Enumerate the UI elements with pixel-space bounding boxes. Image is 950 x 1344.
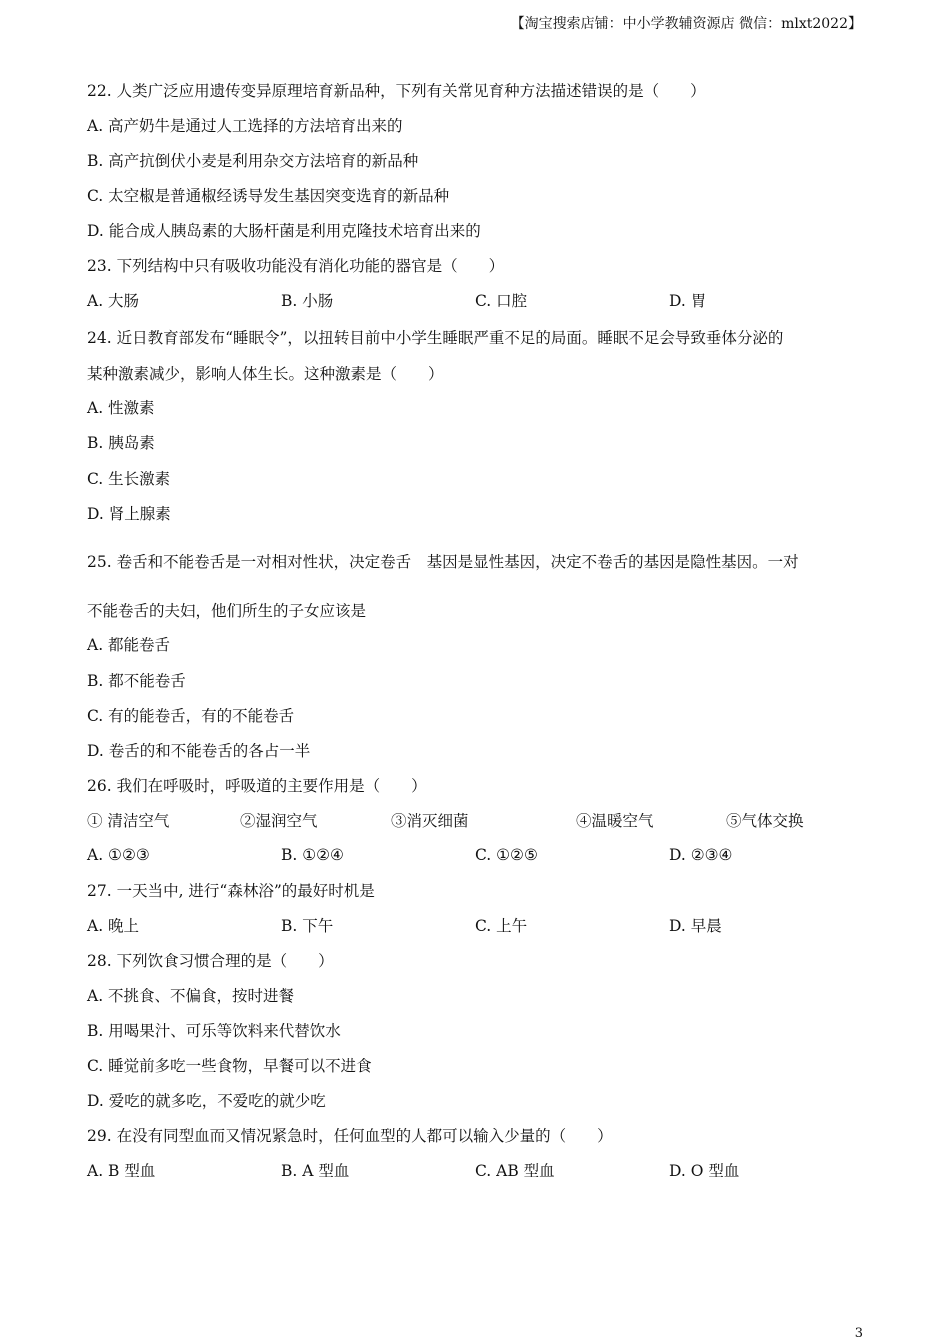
question-23-option-d: D. 胃 [669,292,707,310]
question-25-option-b: B. 都不能卷舌 [87,672,186,690]
question-23-stem: 23. 下列结构中只有吸收功能没有消化功能的器官是（ ） [87,257,505,275]
question-27-option-a: A. 晚上 [87,917,140,935]
question-26-option-a: A. ①②③ [87,846,150,864]
question-28-option-d: D. 爱吃的就多吃，不爱吃的就少吃 [87,1092,326,1110]
question-27-option-d: D. 早晨 [669,917,722,935]
question-28-option-b: B. 用喝果汁、可乐等饮料来代替饮水 [87,1022,341,1040]
question-24-stem-line1: 24. 近日教育部发布“睡眠令”，以扭转目前中小学生睡眠严重不足的局面。睡眠不足会导致垂体分泌的 [87,329,784,347]
question-29-option-d: D. O 型血 [669,1162,740,1180]
question-24-option-a: A. 性激素 [87,399,155,417]
question-28-option-a: A. 不挑食、不偏食，按时进餐 [87,987,295,1005]
question-26-option-c: C. ①②⑤ [475,846,538,864]
question-26-option-b: B. ①②④ [281,846,344,864]
question-28-stem: 28. 下列饮食习惯合理的是（ ） [87,952,334,970]
question-25-stem-line2: 不能卷舌的夫妇，他们所生的子女应该是 [87,602,367,620]
question-26-item-5: ⑤气体交换 [726,812,804,830]
question-25-option-a: A. 都能卷舌 [87,636,171,654]
question-23-option-c: C. 口腔 [475,292,528,310]
question-27-option-c: C. 上午 [475,917,528,935]
question-22-option-c: C. 太空椒是普通椒经诱导发生基因突变选育的新品种 [87,187,450,205]
question-24-option-d: D. 肾上腺素 [87,505,171,523]
question-24-option-b: B. 胰岛素 [87,434,155,452]
question-27-stem: 27. 一天当中, 进行“森林浴”的最好时机是 [87,882,375,900]
question-22-option-b: B. 高产抗倒伏小麦是利用杂交方法培育的新品种 [87,152,419,170]
question-29-option-b: B. A 型血 [281,1162,350,1180]
question-23-option-a: A. 大肠 [87,292,140,310]
question-24-option-c: C. 生长激素 [87,470,171,488]
question-24-stem-line2: 某种激素减少，影响人体生长。这种激素是（ ） [87,365,444,383]
question-29-option-c: C. AB 型血 [475,1162,555,1180]
question-26-item-1: ① 清洁空气 [87,812,170,830]
question-26-item-2: ②湿润空气 [240,812,318,830]
page-number: 3 [854,1326,863,1341]
question-22-stem: 22. 人类广泛应用遗传变异原理培育新品种，下列有关常见育种方法描述错误的是（ ） [87,82,706,100]
question-25-stem-line1: 25. 卷舌和不能卷舌是一对相对性状，决定卷舌 基因是显性基因，决定不卷舌的基因是隐性基因。一对 [87,553,799,571]
question-22-option-d: D. 能合成人胰岛素的大肠杆菌是利用克隆技术培育出来的 [87,222,481,240]
question-26-item-3: ③消灭细菌 [391,812,469,830]
question-22-option-a: A. 高产奶牛是通过人工选择的方法培育出来的 [87,117,403,135]
question-25-option-d: D. 卷舌的和不能卷舌的各占一半 [87,742,311,760]
question-28-option-c: C. 睡觉前多吃一些食物，早餐可以不进食 [87,1057,372,1075]
question-23-option-b: B. 小肠 [281,292,334,310]
page-header: 【淘宝搜索店铺：中小学教辅资源店 微信：mlxt2022】 [510,16,862,32]
question-29-option-a: A. B 型血 [87,1162,156,1180]
question-26-option-d: D. ②③④ [669,846,733,864]
question-25-option-c: C. 有的能卷舌，有的不能卷舌 [87,707,295,725]
question-27-option-b: B. 下午 [281,917,334,935]
question-26-stem: 26. 我们在呼吸时，呼吸道的主要作用是（ ） [87,777,427,795]
question-26-item-4: ④温暖空气 [576,812,654,830]
question-29-stem: 29. 在没有同型血而又情况紧急时，任何血型的人都可以输入少量的（ ） [87,1127,613,1145]
